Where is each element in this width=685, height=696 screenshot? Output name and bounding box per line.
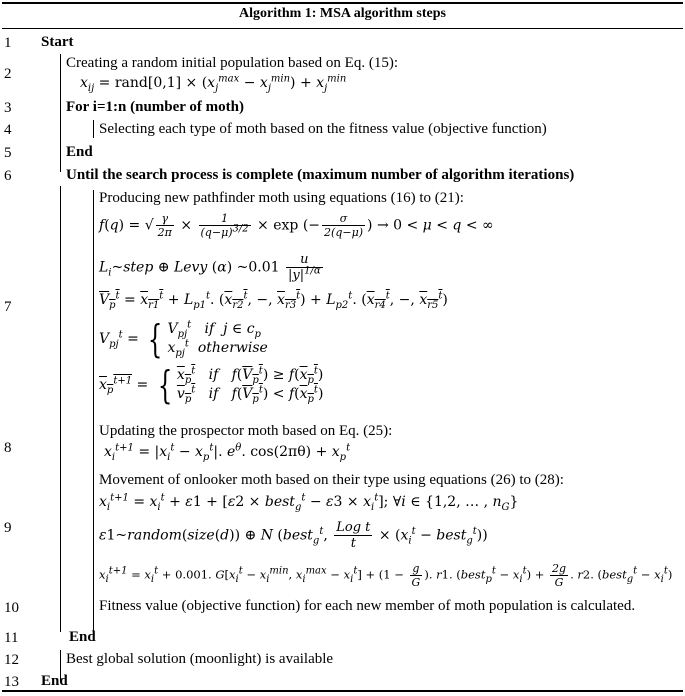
- step-9-text: Movement of onlooker moth based on their type using equations (26) to (28):: [99, 472, 564, 488]
- top-rule: [2, 2, 683, 4]
- equation-levy-step: $L_i\sim step$ ⊕ Levy (α) ~0.01 $\frac{u}{|y|^{1/\alpha}}$: [99, 252, 321, 283]
- equation-prospector: $x_i^{t+1} = |x_i^t - x_p^t|$. $e^\theta$. $\cos(2\pi\theta) + x_p^t$: [104, 442, 351, 463]
- line-number: 4: [4, 122, 12, 138]
- indent-bar: [93, 120, 94, 138]
- step-12-text: Best global solution (moonlight) is available: [66, 651, 334, 667]
- start-keyword: Start: [41, 34, 74, 50]
- step-4-text: Selecting each type of moth based on the fitness value (objective function): [99, 121, 547, 137]
- line-number: 11: [4, 630, 19, 646]
- line-number: 12: [4, 652, 19, 668]
- bottom-rule: [2, 690, 683, 692]
- equation-pathfinder-selection: $x_p^{t+1}$ = { $x_p^t$ if $f(V_p^t) \ge f(x_p^t)$ $v_p^t$ if $f(V_p^t) < f(x_p^t)$: [99, 363, 324, 407]
- step-8-text: Updating the prospector moth based on Eq. (25):: [99, 423, 393, 439]
- equation-pathfinder-vector: $V_p^t = x_{r1}^t + L_{p1}^t$. ($x_{r2}^t$, −, $x_{r3}^t) + L_{p2}^t$. ($x_{r4}^t$, −, $x_{r5}^t$): [99, 290, 448, 311]
- indent-bar: [93, 190, 94, 632]
- equation-pathfinder-component: $V_{pj}^t$ = { $V_{pj}^t$ if j ∈ $c_p$ $x_{pj}^t$ otherwise: [99, 317, 268, 361]
- line-number: 13: [4, 674, 19, 690]
- step-10-text: Fitness value (objective function) for each new member of moth population is calculated.: [99, 598, 636, 614]
- until-loop-header: Until the search process is complete (maximum number of algorithm iterations): [66, 167, 575, 183]
- line-number: 2: [4, 66, 12, 82]
- end-until-keyword: End: [69, 629, 96, 645]
- caption-rule: [2, 28, 683, 29]
- indent-bar: [60, 54, 61, 172]
- equation-onlooker-2: ε1~random(size(d)) ⊕ N (best$_g^t$, $\frac{\text{Log t}}{t}$ × ($x_i^t$ − best$_g^t$)): [99, 520, 488, 551]
- caption: Algorithm 1: MSA algorithm steps: [239, 6, 446, 21]
- line-number: 1: [4, 35, 12, 51]
- line-number: 7: [4, 299, 12, 315]
- line-number: 5: [4, 145, 12, 161]
- step-2-text: Creating a random initial population based on Eq. (15):: [66, 55, 399, 71]
- equation-onlooker-1: $x_i^{t+1} = x_i^t + \varepsilon 1 + [\varepsilon 2$ × best$_g^t$ − $\varepsilon 3 \times x_i^t$]; ∀i ∈ {1,2, … , $n_G$}: [99, 492, 519, 513]
- for-loop-header: For i=1:n (number of moth): [66, 99, 244, 115]
- equation-onlooker-3: $x_i^{t+1} = x_i^t + 0.001$. $G[x_i^t - x_i^{min}$, $x_i^{max} - x_i^t] + (1$ − $\frac{g}{G}$ ). r1. (best$_p^t$ − $x_i^t$) + $\frac{2g}{G}$ . r2. (best$_g^t$ − $x_i^t$): [99, 562, 673, 589]
- equation-15: $x_{ij}$ = rand[0,1] × $(x_j^{max} - x_j^{min}) + x_j^{min}$: [80, 73, 347, 94]
- step-7-text: Producing new pathfinder moth using equations (16) to (21):: [99, 190, 464, 206]
- line-number: 6: [4, 168, 12, 184]
- line-number: 8: [4, 440, 12, 456]
- indent-bar: [60, 186, 61, 632]
- line-number: 10: [4, 600, 19, 616]
- end-for-keyword: End: [66, 144, 93, 160]
- end-algorithm-keyword: End: [41, 673, 68, 689]
- equation-levy-pdf: f(q) = √ $\frac{\gamma}{2\pi}$ × $\frac{1}{(q-\mu)^{3/2}}$ × exp (− $\frac{\sigma}{2(q-\mu)}$ ) → 0 < μ < q < ∞: [99, 212, 494, 239]
- line-number: 3: [4, 100, 12, 116]
- line-number: 9: [4, 520, 12, 536]
